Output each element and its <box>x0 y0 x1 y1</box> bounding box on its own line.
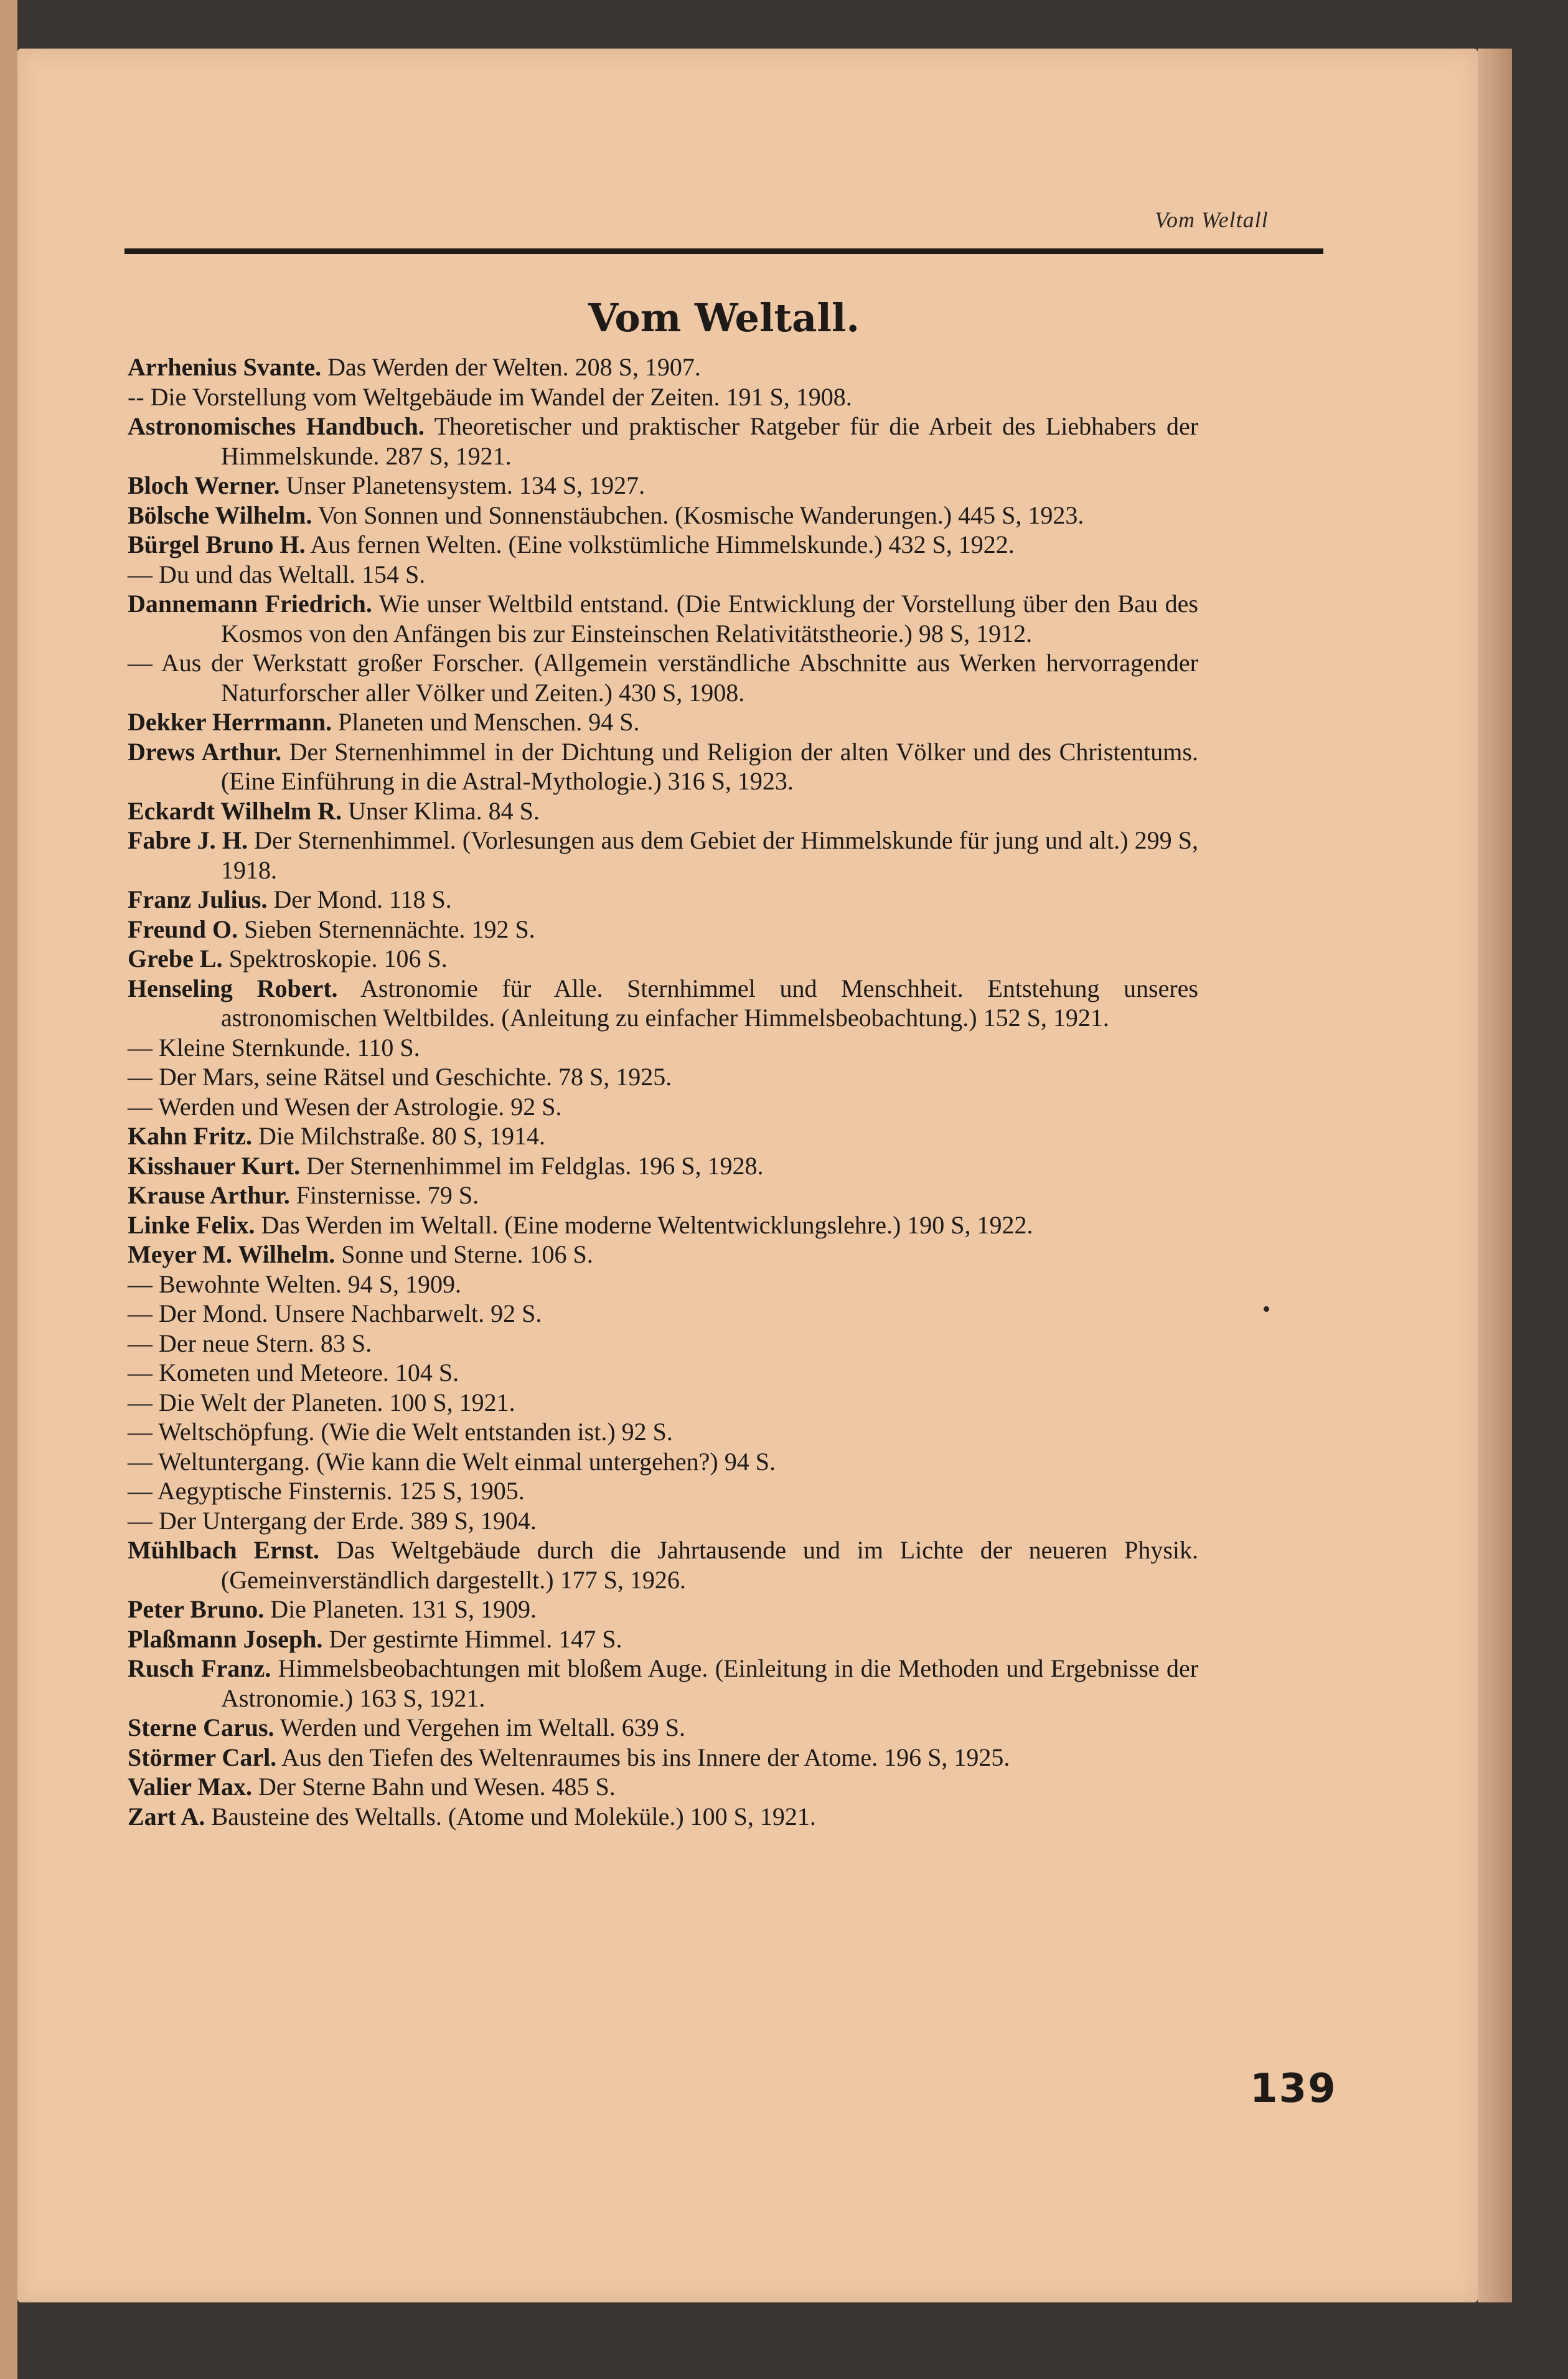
bibliography-entry <box>128 1388 1198 1418</box>
entry-title: Die Milchstraße. 80 S, 1914. <box>258 1122 546 1150</box>
entry-title: Aegyptische Finsternis. 125 S, 1905. <box>157 1477 525 1505</box>
entry-author: Fabre J. H. <box>128 826 248 854</box>
page-edge <box>1478 49 1512 2302</box>
entry-author: Eckardt Wilhelm R. <box>128 796 342 825</box>
entry-author: Arrhenius Svante. <box>128 353 322 381</box>
entry-author: Meyer M. Wilhelm. <box>128 1240 336 1268</box>
bibliography-entry <box>128 1654 1198 1713</box>
entry-title: Die Welt der Planeten. 100 S, 1921. <box>159 1388 515 1416</box>
bibliography-entry <box>128 737 1198 796</box>
bibliography-entry <box>128 352 1198 382</box>
bibliography-entry <box>128 1447 1198 1477</box>
bibliography-entry <box>128 1713 1198 1743</box>
entry-title: Der gestirnte Himmel. 147 S. <box>329 1624 622 1653</box>
entry-title: Der neue Stern. 83 S. <box>159 1329 372 1357</box>
bibliography-list <box>128 352 1198 1831</box>
entry-author: Kisshauer Kurt. <box>128 1151 301 1180</box>
entry-title: Der Sternenhimmel in der Dichtung und Religion der alten Völker und des Christentums. (Eine Einführung in die Astral-Mythologie.) 316 S, 1923. <box>221 737 1198 795</box>
entry-title: Himmelsbeobachtungen mit bloßem Auge. (Einleitung in die Methoden und Ergebnisse der Astronomie.) 163 S, 1921. <box>221 1654 1199 1712</box>
bibliography-entry <box>128 648 1198 707</box>
entry-title: Die Planeten. 131 S, 1909. <box>270 1595 537 1623</box>
entry-title: Planeten und Menschen. 94 S. <box>338 708 640 736</box>
entry-title: Bausteine des Weltalls. (Atome und Moleküle.) 100 S, 1921. <box>211 1802 816 1830</box>
entry-title: Unser Klima. 84 S. <box>348 796 540 825</box>
entry-author: Rusch Franz. <box>128 1654 271 1682</box>
entry-title: Der Untergang der Erde. 389 S, 1904. <box>159 1506 537 1535</box>
entry-author: Freund O. <box>128 915 238 943</box>
bibliography-entry <box>128 1772 1198 1802</box>
entry-title: Weltuntergang. (Wie kann die Welt einmal untergehen?) 94 S. <box>158 1447 776 1476</box>
entry-author: Plaßmann Joseph. <box>128 1624 323 1653</box>
entry-author: — <box>128 1506 153 1535</box>
bibliography-entry <box>128 1535 1198 1595</box>
entry-author: Bloch Werner. <box>128 471 280 499</box>
bibliography-entry <box>128 1240 1198 1270</box>
entry-author: — <box>128 1299 153 1327</box>
entry-title: Der Sterne Bahn und Wesen. 485 S. <box>258 1773 616 1801</box>
bibliography-entry <box>128 1062 1198 1092</box>
bibliography-entry <box>128 974 1198 1033</box>
entry-author: — <box>128 560 153 588</box>
bibliography-entry <box>128 1624 1198 1654</box>
bibliography-entry <box>128 885 1198 915</box>
page-title: Vom Weltall. <box>588 295 860 341</box>
bibliography-entry <box>128 1033 1198 1063</box>
entry-author: Grebe L. <box>128 945 223 973</box>
bibliography-entry <box>128 944 1198 974</box>
book-left-edge <box>0 0 17 2379</box>
entry-author: Drews Arthur. <box>128 737 282 766</box>
entry-title: Weltschöpfung. (Wie die Welt entstanden ist.) 92 S. <box>158 1418 673 1446</box>
entry-author: Linke Felix. <box>128 1210 255 1239</box>
entry-author: — <box>128 1033 153 1062</box>
entry-title: Finsternisse. 79 S. <box>296 1181 479 1209</box>
entry-author: Dekker Herrmann. <box>128 708 332 736</box>
bibliography-entry <box>128 1743 1198 1773</box>
entry-author: — <box>128 1447 153 1476</box>
entry-author: Bölsche Wilhelm. <box>128 501 312 529</box>
entry-title: Spektroskopie. 106 S. <box>228 945 448 973</box>
bibliography-entry <box>128 382 1198 412</box>
entry-author: — <box>128 1270 153 1298</box>
entry-title: Der Sternenhimmel. (Vorlesungen aus dem Gebiet der Himmelskunde für jung und alt.) 299 S, 1918. <box>221 826 1199 884</box>
entry-title: Die Vorstellung vom Weltgebäude im Wandel der Zeiten. 191 S, 1908. <box>150 382 852 411</box>
entry-title: Du und das Weltall. 154 S. <box>159 560 426 588</box>
entry-author: — <box>128 649 153 677</box>
entry-author: — <box>128 1418 153 1446</box>
entry-title: Der Mond. Unsere Nachbarwelt. 92 S. <box>159 1299 542 1327</box>
entry-author: Franz Julius. <box>128 885 268 913</box>
entry-title: Der Sternenhimmel im Feldglas. 196 S, 1928. <box>306 1151 764 1180</box>
entry-author: Krause Arthur. <box>128 1181 290 1209</box>
entry-title: Aus den Tiefen des Weltenraumes bis ins Innere der Atome. 196 S, 1925. <box>281 1743 1010 1771</box>
bibliography-entry <box>128 1595 1198 1624</box>
entry-title: Aus fernen Welten. (Eine volkstümliche Himmelskunde.) 432 S, 1922. <box>310 530 1015 558</box>
entry-title: Das Werden der Welten. 208 S, 1907. <box>327 353 701 381</box>
bibliography-entry <box>128 501 1198 530</box>
entry-author: Valier Max. <box>128 1773 252 1801</box>
entry-author: Sterne Carus. <box>128 1713 275 1741</box>
entry-title: Der Mars, seine Rätsel und Geschichte. 78 S, 1925. <box>159 1063 672 1091</box>
entry-author: — <box>128 1063 153 1091</box>
entry-title: Sonne und Sterne. 106 S. <box>341 1240 593 1268</box>
bibliography-entry <box>128 1121 1198 1151</box>
running-head: Vom Weltall <box>1155 207 1269 232</box>
page-number: 139 <box>1250 2066 1337 2112</box>
bibliography-entry <box>128 1329 1198 1359</box>
bibliography-entry <box>128 826 1198 885</box>
entry-title: Kleine Sternkunde. 110 S. <box>159 1033 420 1062</box>
entry-author: — <box>128 1359 153 1387</box>
bibliography-entry <box>128 1210 1198 1240</box>
entry-author: Astronomisches Handbuch. <box>128 412 425 440</box>
entry-author: — <box>128 1329 153 1357</box>
entry-author: Peter Bruno. <box>128 1595 265 1623</box>
entry-author: Mühlbach Ernst. <box>128 1536 320 1564</box>
entry-title: Theoretischer und praktischer Ratgeber für die Arbeit des Liebhabers der Himmelskunde. 287 S, 1921. <box>221 412 1199 470</box>
entry-author: — <box>128 1388 153 1416</box>
bibliography-entry <box>128 589 1198 648</box>
entry-title: Wie unser Weltbild entstand. (Die Entwicklung der Vorstellung über den Bau des Kosmos von den Anfängen bis zur Einsteinschen Relativitätstheorie.) 98 S, 1912. <box>221 590 1198 648</box>
entry-title: Der Mond. 118 S. <box>273 885 452 913</box>
entry-title: Das Werden im Weltall. (Eine moderne Weltentwicklungslehre.) 190 S, 1922. <box>261 1210 1033 1239</box>
entry-author: — <box>128 1477 153 1505</box>
print-speck <box>1264 1306 1269 1312</box>
bibliography-entry <box>128 1476 1198 1506</box>
bibliography-entry <box>128 1092 1198 1122</box>
bibliography-entry <box>128 1270 1198 1299</box>
entry-title: Bewohnte Welten. 94 S, 1909. <box>159 1270 461 1298</box>
entry-author: — <box>128 1092 153 1121</box>
bibliography-entry <box>128 530 1198 560</box>
entry-title: Kometen und Meteore. 104 S. <box>159 1359 459 1387</box>
bibliography-entry <box>128 707 1198 737</box>
entry-title: Werden und Wesen der Astrologie. 92 S. <box>158 1092 562 1121</box>
bibliography-entry <box>128 412 1198 471</box>
bibliography-entry <box>128 1180 1198 1210</box>
entry-author: Störmer Carl. <box>128 1743 277 1771</box>
entry-author: Zart A. <box>128 1802 205 1830</box>
entry-author: Kahn Fritz. <box>128 1122 252 1150</box>
entry-title: Unser Planetensystem. 134 S, 1927. <box>286 471 646 499</box>
bibliography-entry <box>128 560 1198 590</box>
entry-title: Von Sonnen und Sonnenstäubchen. (Kosmische Wanderungen.) 445 S, 1923. <box>317 501 1084 529</box>
bibliography-entry <box>128 1417 1198 1447</box>
entry-title: Aus der Werkstatt großer Forscher. (Allgemein verständliche Abschnitte aus Werken hervorragender Naturforscher aller Völker und Zeiten.) 430 S, 1908. <box>161 649 1198 707</box>
bibliography-entry <box>128 915 1198 945</box>
entry-title: Astronomie für Alle. Sternhimmel und Menschheit. Entstehung unseres astronomischen Weltbildes. (Anleitung zu einfacher Himmelsbeobachtung.) 152 S, 1921. <box>221 974 1199 1032</box>
entry-title: Sieben Sternennächte. 192 S. <box>244 915 535 943</box>
bibliography-entry <box>128 1151 1198 1181</box>
entry-author: Bürgel Bruno H. <box>128 530 306 558</box>
entry-author: Henseling Robert. <box>128 974 338 1002</box>
entry-title: Werden und Vergehen im Weltall. 639 S. <box>279 1713 686 1741</box>
header-rule <box>124 248 1323 254</box>
bibliography-entry <box>128 1299 1198 1329</box>
entry-title: Das Weltgebäude durch die Jahrtausende und im Lichte der neueren Physik. (Gemeinverständlich dargestellt.) 177 S, 1926. <box>221 1536 1199 1594</box>
bibliography-entry <box>128 471 1198 501</box>
entry-author: -- <box>128 382 144 411</box>
bibliography-entry <box>128 796 1198 826</box>
bibliography-entry <box>128 1358 1198 1388</box>
bibliography-entry <box>128 1506 1198 1536</box>
entry-author: Dannemann Friedrich. <box>128 590 372 618</box>
bibliography-entry <box>128 1802 1198 1832</box>
